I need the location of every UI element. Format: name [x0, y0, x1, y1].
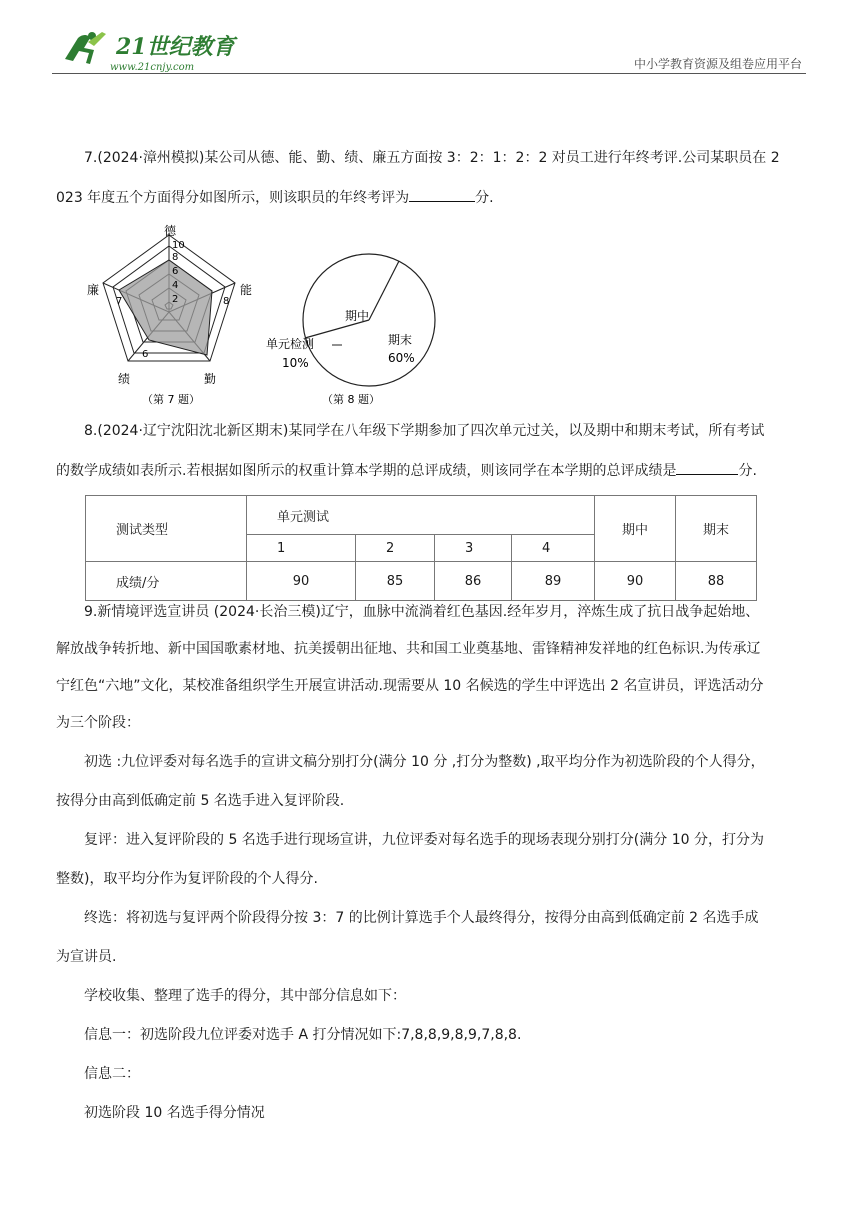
radar-value-label-lian: 7: [116, 296, 123, 307]
table-cell-score: 85: [356, 562, 435, 601]
q8-line2-text: 的数学成绩如表所示.若根据如图所示的权重计算本学期的总评成绩，则该同学在本学期的总评成绩是: [56, 463, 677, 479]
score-table: [85, 495, 757, 601]
logo-url: www.21cnjy.com: [110, 62, 195, 73]
pie-caption: （第 8 题）: [322, 393, 380, 406]
pie-label-qimo: 期末: [388, 333, 413, 347]
table-cell-score: 90: [247, 562, 356, 601]
table-cell-score: 90: [595, 562, 676, 601]
pie-label-danyuan-pct: 10%: [282, 356, 309, 370]
table-cell-score: 86: [435, 562, 512, 601]
pie-label-danyuan: 单元检测: [266, 337, 315, 351]
q9-info-two: 信息二：: [84, 1066, 140, 1082]
radar-value-label-neng: 8: [223, 296, 230, 307]
logo-text: 21世纪教育: [116, 34, 235, 60]
table-unit-num: 4: [512, 535, 595, 562]
radar-caption: （第 7 题）: [142, 393, 200, 406]
radar-scale-8: 8: [172, 252, 179, 263]
table-unit-num: 1: [247, 535, 356, 562]
q8-line1: 8.(2024·辽宁沈阳沈北新区期末)某同学在八年级下学期参加了四次单元过关，以及期中和期末考试，所有考试: [84, 423, 765, 439]
radar-axis-label-lian: 廉: [87, 283, 100, 297]
q8-line2-end: 分.: [738, 463, 757, 479]
q8-answer-blank: [676, 460, 738, 475]
q9-p5: 学校收集、整理了选手的得分，其中部分信息如下：: [84, 988, 406, 1004]
table-cell-score: 89: [512, 562, 595, 601]
table-header-type: 测试类型: [86, 496, 247, 562]
q9-p1-line4: 为三个阶段：: [56, 715, 140, 731]
q8-line2: [56, 460, 808, 482]
radar-scale-6: 6: [172, 266, 179, 277]
table-unit-num: 3: [435, 535, 512, 562]
q9-p1-line3: 宁红色“六地”文化，某校准备组织学生开展宣讲活动.现需要从 10 名候选的学生中评选出 2 名宣讲员，评选活动分: [56, 678, 764, 694]
pie-label-qizhong: 期中: [345, 309, 370, 323]
radar-data-area: [119, 260, 212, 355]
q7-line2-text: 023 年度五个方面得分如图所示，则该职员的年终考评为: [56, 190, 410, 206]
q9-p2-line1: 初选 :九位评委对每名选手的宣讲文稿分别打分(满分 10 分 ,打分为整数) ,取平均分作为初选阶段的个人得分，: [84, 754, 765, 770]
q9-p4-line2: 为宣讲员.: [56, 949, 117, 965]
radar-axis-label-ji: 绩: [118, 372, 131, 386]
radar-figure: [84, 222, 264, 408]
table-header-mid: 期中: [595, 496, 676, 562]
radar-axis-label-de: 德: [164, 224, 177, 238]
q9-p4-line1: 终选：将初选与复评两个阶段得分按 3：7 的比例计算选手个人最终得分，按得分由高到低确定前 2 名选手成: [84, 910, 759, 926]
q7-line2: [56, 187, 808, 209]
q7-answer-blank: [409, 187, 475, 202]
table-header-unit: 单元测试: [247, 496, 595, 535]
q7-line2-end: 分.: [475, 190, 494, 206]
header-divider: [52, 73, 806, 74]
q9-p2-line2: 按得分由高到低确定前 5 名选手进入复评阶段.: [56, 793, 345, 809]
radar-axis-label-qin: 勤: [204, 372, 217, 386]
q7-line1: 7.(2024·漳州模拟)某公司从德、能、勤、绩、廉五方面按 3：2：1：2：2 对员工进行年终考评.公司某职员在 2: [84, 150, 780, 166]
q9-info-one: 信息一：初选阶段九位评委对选手 A 打分情况如下:7,8,8,9,8,9,7,8,8.: [84, 1027, 522, 1043]
q9-p3-line2: 整数)，取平均分作为复评阶段的个人得分.: [56, 871, 318, 887]
table-row: [86, 562, 757, 601]
table-row-label: 成绩/分: [86, 562, 247, 601]
q9-p3-line1: 复评：进入复评阶段的 5 名选手进行现场宣讲，九位评委对每名选手的现场表现分别打分(满分 10 分，打分为: [84, 832, 764, 848]
q9-table-title: 初选阶段 10 名选手得分情况: [84, 1105, 265, 1121]
pie-figure: [262, 232, 442, 408]
site-logo: [58, 28, 238, 74]
header-platform-text: 中小学教育资源及组卷应用平台: [633, 57, 802, 71]
pie-label-qimo-pct: 60%: [388, 351, 415, 365]
radar-value-label-ji: 6: [142, 349, 149, 360]
table-row: [86, 496, 757, 535]
table-header-final: 期末: [676, 496, 757, 562]
q9-p1-line2: 解放战争转折地、新中国国歌素材地、抗美援朝出征地、共和国工业奠基地、雷锋精神发祥地的红色标识.为传承辽: [56, 641, 761, 657]
table-cell-score: 88: [676, 562, 757, 601]
radar-scale-10: 10: [172, 240, 185, 251]
table-unit-num: 2: [356, 535, 435, 562]
radar-axis-label-neng: 能: [240, 283, 253, 297]
radar-scale-2: 2: [172, 294, 179, 305]
q9-p1-line1: 9.新情境评选宣讲员 (2024·长治三模)辽宁，血脉中流淌着红色基因.经年岁月，淬炼生成了抗日战争起始地、: [84, 604, 760, 620]
radar-scale-4: 4: [172, 280, 179, 291]
